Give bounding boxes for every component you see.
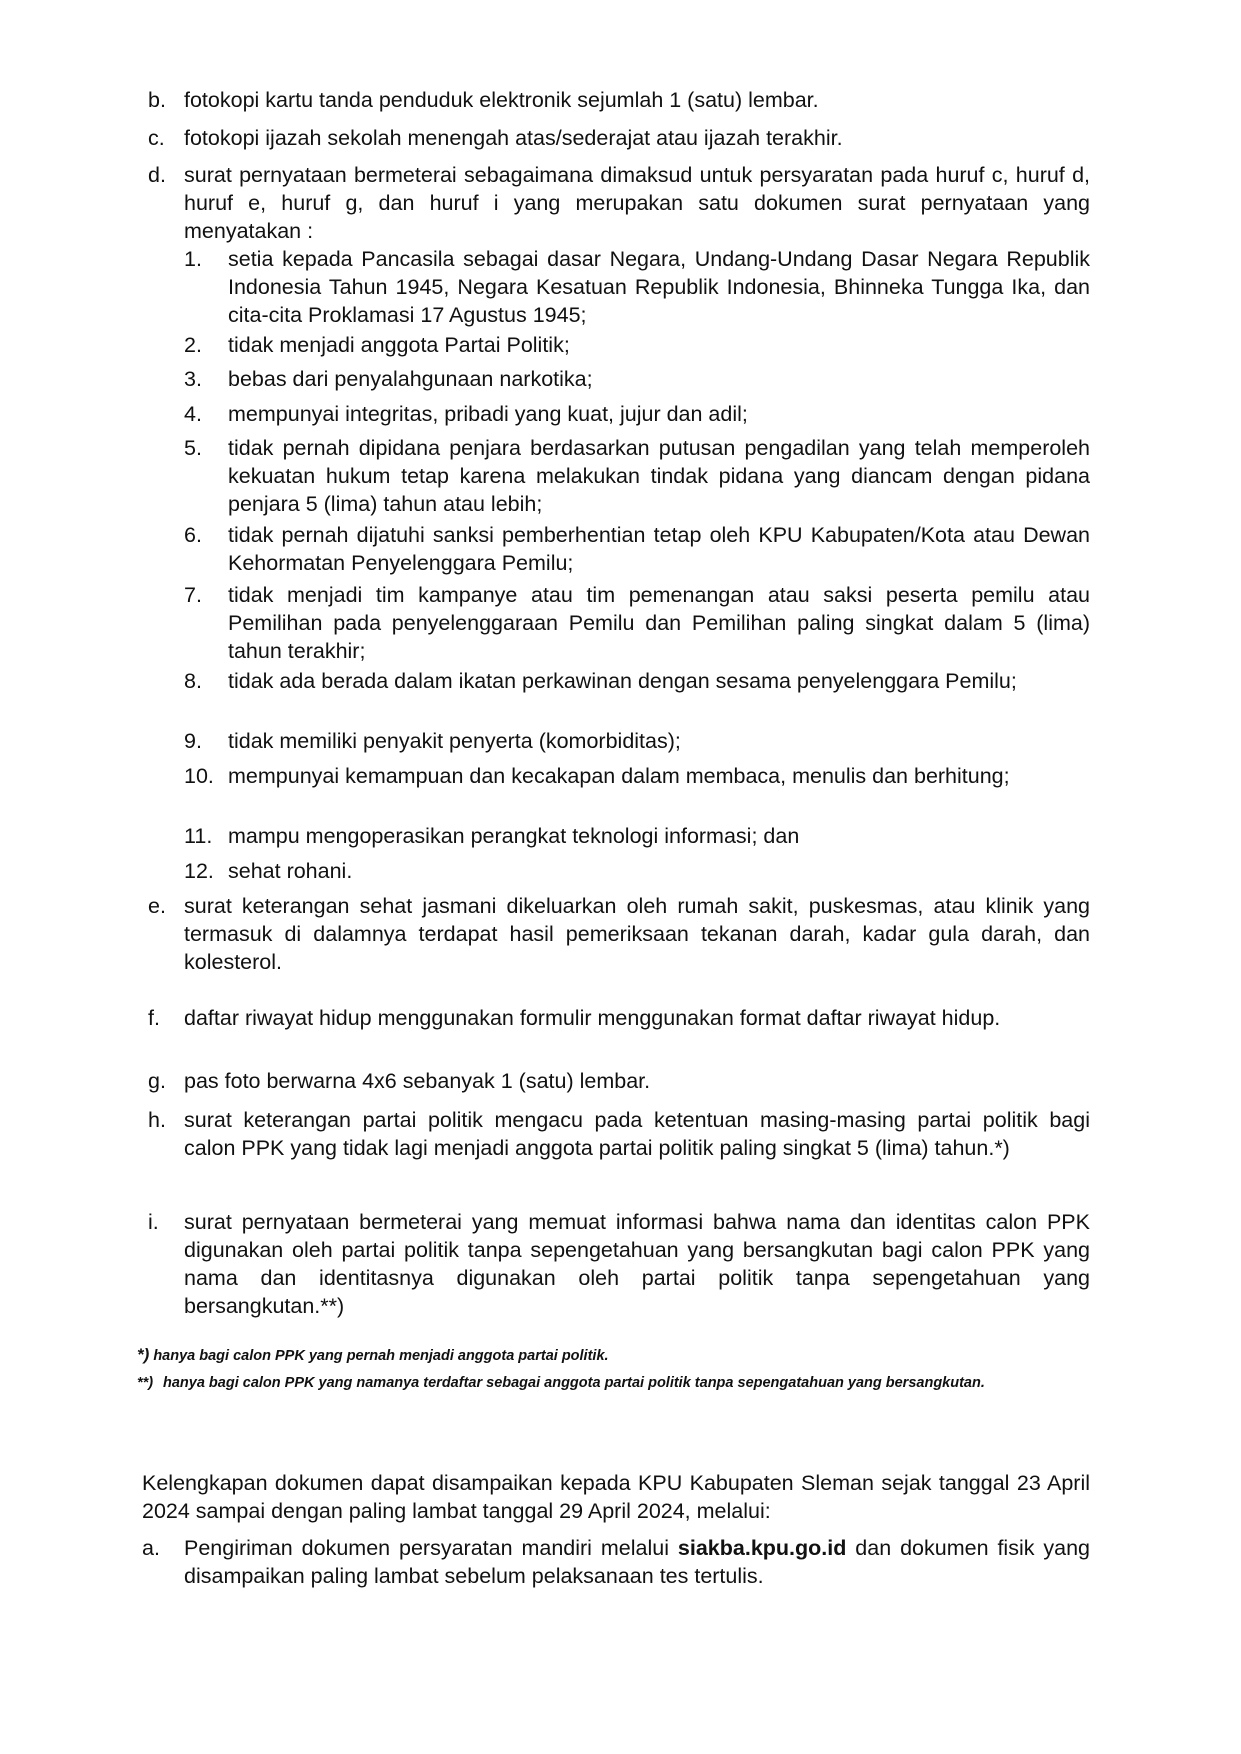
list-item-f	[148, 1004, 1090, 1032]
sub-item-3	[184, 365, 1090, 393]
item-text: surat keterangan partai politik mengacu pada ketentuan masing-masing partai politik bagi calon PPK yang tidak lagi menjadi anggota partai politik paling singkat 5 (lima) tahun.*)	[184, 1108, 1090, 1160]
sub-item-text: sehat rohani.	[228, 859, 353, 883]
list-item-e	[148, 892, 1090, 976]
sub-item-text: tidak menjadi tim kampanye atau tim pemenangan atau saksi peserta pemilu atau Pemilihan pada penyelenggaraan Pemilu dan Pemilihan paling singkat dalam 5 (lima) tahun terakhir;	[228, 583, 1090, 663]
sub-item-text: tidak pernah dipidana penjara berdasarkan putusan pengadilan yang telah memperoleh kekuatan hukum tetap karena melakukan tindak pidana yang diancam dengan pidana penjara 5 (lima) tahun atau lebih;	[228, 436, 1090, 516]
item-text	[184, 1534, 1090, 1590]
item-marker: g.	[148, 1069, 166, 1093]
siakba-link[interactable]: siakba.kpu.go.id	[677, 1536, 847, 1560]
sub-item-marker: 3.	[184, 367, 202, 391]
list-item-b	[148, 86, 1090, 114]
item-marker: e.	[148, 894, 166, 918]
sub-item-marker: 4.	[184, 402, 202, 426]
list-item-h	[148, 1106, 1090, 1162]
sub-item-marker: 8.	[184, 669, 202, 693]
item-text: surat pernyataan bermeterai sebagaimana dimaksud untuk persyaratan pada huruf c, huruf d, huruf e, huruf g, dan huruf i yang merupakan satu dokumen surat pernyataan yang menyatakan :	[184, 163, 1090, 243]
item-marker: i.	[148, 1210, 159, 1234]
sub-item-text: mempunyai kemampuan dan kecakapan dalam membaca, menulis dan berhitung;	[228, 764, 1010, 788]
sub-item-2	[184, 331, 1090, 359]
item-text: fotokopi kartu tanda penduduk elektronik sejumlah 1 (satu) lembar.	[184, 88, 819, 112]
item-marker: a.	[142, 1536, 160, 1560]
sub-item-text: bebas dari penyalahgunaan narkotika;	[228, 367, 593, 391]
sub-item-8	[184, 667, 1090, 695]
item-marker: b.	[148, 88, 166, 112]
list-item-g	[148, 1067, 1090, 1095]
item-text: surat pernyataan bermeterai yang memuat informasi bahwa nama dan identitas calon PPK digunakan oleh partai politik tanpa sepengetahuan yang bersangkutan bagi calon PPK yang nama dan identitasnya digunakan oleh partai politik tanpa sepengetahuan yang bersangkutan.**)	[184, 1210, 1090, 1318]
closing-paragraph: Kelengkapan dokumen dapat disampaikan kepada KPU Kabupaten Sleman sejak tanggal 23 April 2024 sampai dengan paling lambat tanggal 29 April 2024, melalui:	[142, 1471, 1090, 1523]
sub-item-text: setia kepada Pancasila sebagai dasar Negara, Undang-Undang Dasar Negara Republik Indonesia Tahun 1945, Negara Kesatuan Republik Indonesia, Bhinneka Tungga Ika, dan cita-cita Proklamasi 17 Agustus 1945;	[228, 247, 1090, 327]
list-item-c	[148, 124, 1090, 152]
sub-item-6	[184, 521, 1090, 577]
sub-item-text: mempunyai integritas, pribadi yang kuat, jujur dan adil;	[228, 402, 748, 426]
sub-item-marker: 2.	[184, 333, 202, 357]
sub-item-marker: 6.	[184, 523, 202, 547]
sub-item-5	[184, 434, 1090, 518]
footnote-text: hanya bagi calon PPK yang namanya terdaftar sebagai anggota partai politik tanpa sepengatahuan yang bersangkutan.	[163, 1375, 985, 1391]
sub-item-marker: 11.	[184, 824, 213, 848]
sub-item-text: tidak ada berada dalam ikatan perkawinan dengan sesama penyelenggara Pemilu;	[228, 669, 1017, 693]
sub-item-marker: 1.	[184, 247, 202, 271]
sub-item-text: tidak pernah dijatuhi sanksi pemberhentian tetap oleh KPU Kabupaten/Kota atau Dewan Kehormatan Penyelenggara Pemilu;	[228, 523, 1090, 575]
sub-item-text: tidak memiliki penyakit penyerta (komorbiditas);	[228, 729, 681, 753]
sub-item-marker: 7.	[184, 583, 202, 607]
sub-item-marker: 9.	[184, 729, 202, 753]
item-marker: f.	[148, 1006, 160, 1030]
closing-item-text-after: dan dokumen fisik yang disampaikan paling lambat sebelum pelaksanaan tes tertulis.	[184, 1536, 1091, 1588]
footnote-marker: *)	[137, 1345, 150, 1364]
closing-item-a	[142, 1534, 1090, 1590]
sub-item-marker: 12.	[184, 859, 214, 883]
sub-item-10	[184, 762, 1090, 790]
footnote-text: hanya bagi calon PPK yang pernah menjadi anggota partai politik.	[153, 1348, 609, 1364]
footnote-1	[137, 1346, 1087, 1365]
closing-item-text-before: Pengiriman dokumen persyaratan mandiri melalui	[184, 1536, 669, 1560]
sub-item-9	[184, 727, 1090, 755]
sub-item-text: mampu mengoperasikan perangkat teknologi informasi; dan	[228, 824, 800, 848]
list-item-d	[148, 161, 1090, 245]
item-text: fotokopi ijazah sekolah menengah atas/sederajat atau ijazah terakhir.	[184, 126, 843, 150]
sub-item-11	[184, 822, 1090, 850]
list-item-i	[148, 1208, 1090, 1320]
item-text: surat keterangan sehat jasmani dikeluarkan oleh rumah sakit, puskesmas, atau klinik yang termasuk di dalamnya terdapat hasil pemeriksaan tekanan darah, kadar gula darah, dan kolesterol.	[184, 894, 1090, 974]
item-marker: d.	[148, 163, 166, 187]
footnote-marker: **)	[137, 1375, 154, 1391]
sub-item-7	[184, 581, 1090, 665]
sub-item-4	[184, 400, 1090, 428]
item-marker: c.	[148, 126, 165, 150]
item-text: pas foto berwarna 4x6 sebanyak 1 (satu) lembar.	[184, 1069, 651, 1093]
sub-item-marker: 10.	[184, 764, 214, 788]
item-text: daftar riwayat hidup menggunakan formulir menggunakan format daftar riwayat hidup.	[184, 1006, 1001, 1030]
sub-item-12	[184, 857, 1090, 885]
footnote-2	[137, 1374, 1087, 1392]
sub-item-text: tidak menjadi anggota Partai Politik;	[228, 333, 570, 357]
sub-item-1	[184, 245, 1090, 329]
sub-item-marker: 5.	[184, 436, 202, 460]
item-marker: h.	[148, 1108, 166, 1132]
